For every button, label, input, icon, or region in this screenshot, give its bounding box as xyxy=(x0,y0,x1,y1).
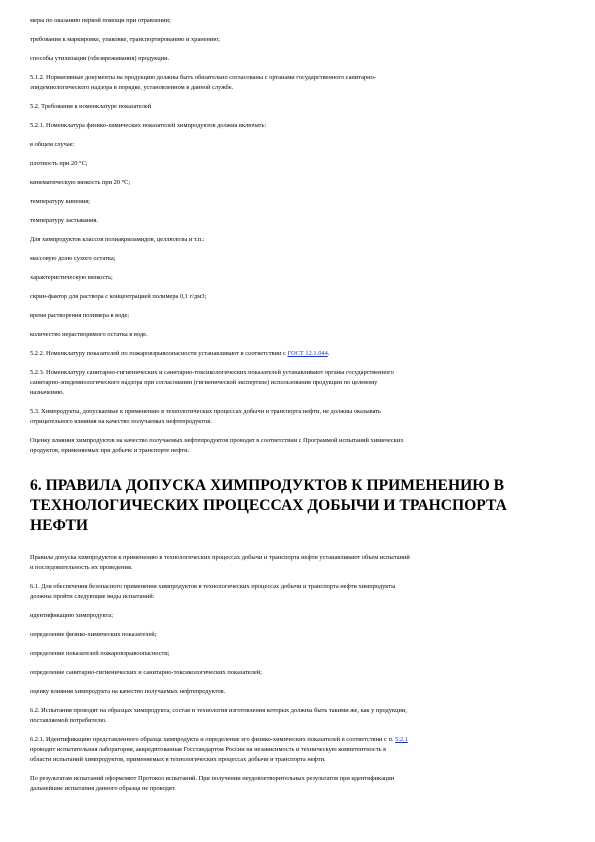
paragraph-line: области испытаний химпродуктов, применяемых в технологических процессах добычи и транспорта нефти. xyxy=(30,756,326,763)
list-item: время растворения полимера в воде; xyxy=(30,312,129,319)
paragraph-line: 6.1. Для обеспечения безопасного применения химпродуктов в технологических процессах добычи и транспорта нефти химпродукты xyxy=(30,583,396,590)
clause-5-2-1-link[interactable]: 5.2.1 xyxy=(395,736,408,743)
paragraph-line: назначению. xyxy=(30,389,65,396)
list-item: скрин-фактор для раствора с концентрацией полимера 0,1 г/дм3; xyxy=(30,293,207,300)
paragraph-text: . xyxy=(327,350,330,357)
list-item: в общем случае: xyxy=(30,141,75,148)
paragraph-line: эпидемиологического надзора в порядке, установленном в данной службе. xyxy=(30,84,234,91)
heading-line: ТЕХНОЛОГИЧЕСКИХ ПРОЦЕССАХ ДОБЫЧИ И ТРАНСПОРТА xyxy=(30,497,507,514)
list-item: температуру застывания. xyxy=(30,217,99,224)
paragraph-line: дальнейшие испытания данного образца не проводят. xyxy=(30,785,176,792)
paragraph-line: отрицательного влияния на качество получаемых нефтепродуктов. xyxy=(30,418,212,425)
list-item: определение санитарно-гигиенических и санитарно-токсикологических показателей; xyxy=(30,669,262,676)
paragraph-line: 5.3. Химпродукты, допускаемые к применению в технологических процессах добычи и транспорта нефти, не должны оказывать xyxy=(30,408,381,415)
list-item: идентификацию химпродукта; xyxy=(30,612,113,619)
list-item: требования к маркировке, упаковке, транспортированию и хранению; xyxy=(30,36,220,43)
paragraph-line: 6.2. Испытания проводят на образцах химпродукта, состав и технология изготовления которых должны быть такими же, как у продукции, xyxy=(30,707,407,714)
paragraph-5-2-1: 5.2.1. Номенклатура физико-химических показателей химпродуктов должна включать: xyxy=(30,122,267,129)
list-item: температуру кипения; xyxy=(30,198,90,205)
paragraph-6-1 xyxy=(30,582,561,602)
paragraph-5-2-3 xyxy=(30,368,561,398)
paragraph-6-intro xyxy=(30,553,561,573)
list-item: оценку влияния химпродукта на качество получаемых нефтепродуктов. xyxy=(30,688,226,695)
heading-line: 6. ПРАВИЛА ДОПУСКА ХИМПРОДУКТОВ К ПРИМЕНЕНИЮ В xyxy=(30,477,505,494)
list-item: количество нерастворимого остатка в воде. xyxy=(30,331,148,338)
paragraph-line: санитарно-эпидемиологического надзора при согласовании (гигиенической экспертизе) использования продукции по целевому xyxy=(30,379,378,386)
paragraph-line: продуктов, применяемых при добыче и транспорте нефти. xyxy=(30,447,190,454)
paragraph-evaluation xyxy=(30,436,561,456)
list-item: кинематическую вязкость при 20 °С; xyxy=(30,179,131,186)
list-item: меры по оказанию первой помощи при отравлении; xyxy=(30,17,171,24)
paragraph-results xyxy=(30,774,561,794)
paragraph-line: Правила допуска химпродуктов к применению в технологических процессах добычи и транспорта нефти устанавливают объем испытаний xyxy=(30,554,410,561)
list-item: характеристическую вязкость; xyxy=(30,274,113,281)
list-item: определение физико-химических показателей; xyxy=(30,631,157,638)
paragraph-line: 5.2.3. Номенклатуру санитарно-гигиенических и санитарно-токсикологических показателей устанавливают органы государственного xyxy=(30,369,394,376)
list-item: плотность при 20 °С; xyxy=(30,160,88,167)
paragraph-line: Оценку влияния химпродуктов на качество получаемых нефтепродуктов проводят в соответствии с Программой испытаний химических xyxy=(30,437,404,444)
gost-12-1-044-link[interactable]: ГОСТ 12.1.044 xyxy=(287,350,328,357)
paragraph-text: 5.2.2. Номенклатуру показателей по пожаровзрывоопасности устанавливают в соответствии с xyxy=(30,350,288,357)
paragraph-line: проводит испытательная лаборатория, аккредитованная Госстандартом России на независимость и техническую компетентность в xyxy=(30,746,387,753)
section-heading-6 xyxy=(30,476,561,536)
paragraph-line: По результатам испытаний оформляют Протокол испытаний. При получении неудовлетворительных результатов при идентификации xyxy=(30,775,395,782)
paragraph-line: должны пройти следующие виды испытаний: xyxy=(30,593,155,600)
paragraph-6-2-1 xyxy=(30,735,561,765)
paragraph-6-2 xyxy=(30,706,561,726)
list-item: определение показателей пожаровзрывоопасности; xyxy=(30,650,170,657)
paragraph-5-3 xyxy=(30,407,561,427)
heading-line: НЕФТИ xyxy=(30,517,89,534)
list-item: массовую долю сухого остатка; xyxy=(30,255,116,262)
section-title-5-2: 5.2. Требования к номенклатуре показателей xyxy=(30,103,152,110)
paragraph-line: поставляемой потребителю. xyxy=(30,717,107,724)
paragraph-text: 6.2.1. Идентификацию представленного образца химпродукта и определение его физико-химических показателей в соответствии с п. xyxy=(30,736,396,743)
paragraph-line: 5.1.2. Нормативные документы на продукцию должны быть обязательно согласованы с органами государственного санитарно- xyxy=(30,74,376,81)
list-item: способы утилизации (обезвреживания) продукции. xyxy=(30,55,170,62)
paragraph-line: и последовательность их проведения. xyxy=(30,564,133,571)
paragraph-5-1-2 xyxy=(30,73,561,93)
paragraph-line xyxy=(30,735,561,745)
paragraph-5-2-2 xyxy=(30,349,561,359)
list-item: Для химпродуктов классов полиакриламидов, целлюлозы и т.п.: xyxy=(30,236,205,243)
